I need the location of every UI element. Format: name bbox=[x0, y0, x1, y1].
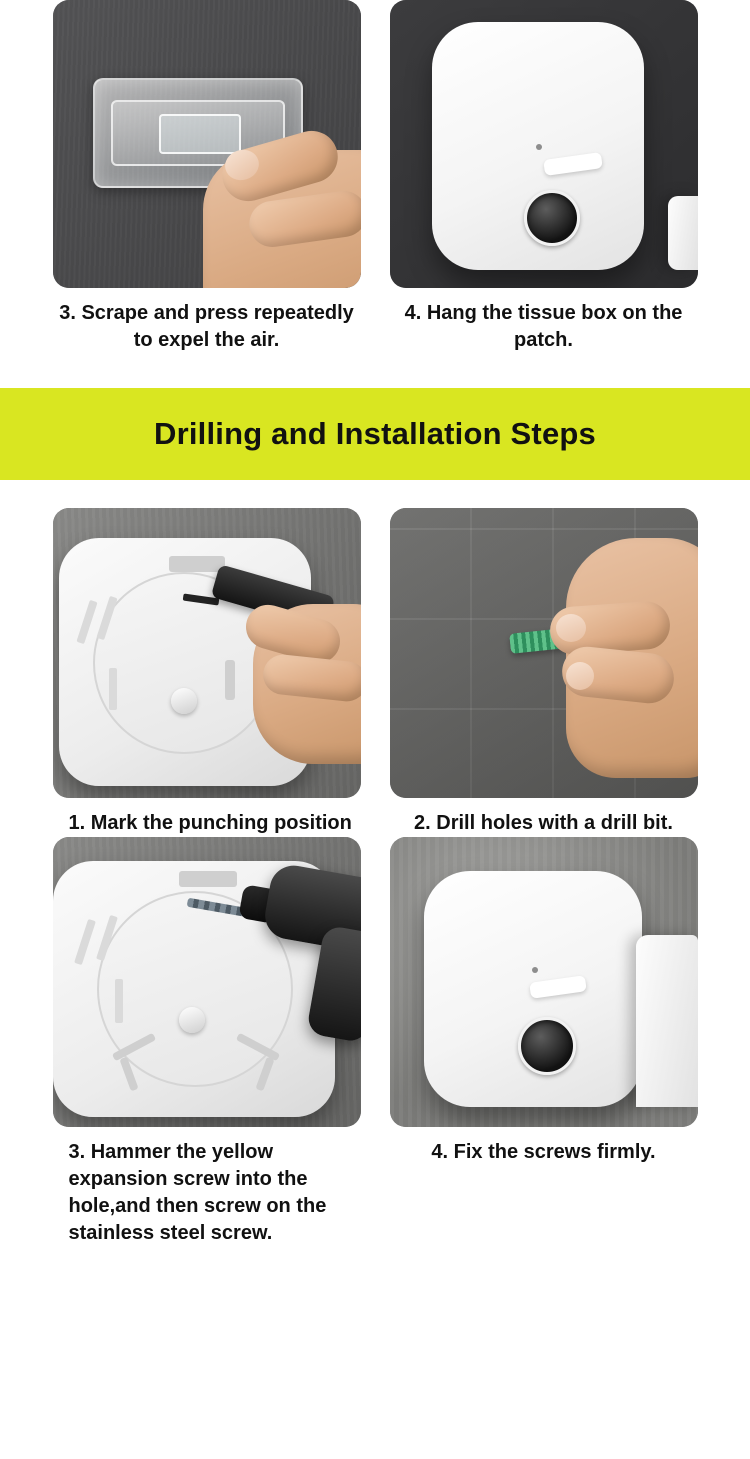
tissue-outlet-hole bbox=[524, 190, 580, 246]
back-plate-knob bbox=[171, 688, 197, 714]
photo-hammer-screw bbox=[53, 837, 361, 1127]
tissue-slot bbox=[529, 975, 587, 999]
section-banner bbox=[0, 388, 750, 480]
tissue-slot bbox=[543, 152, 603, 176]
photo-fix-screws bbox=[390, 837, 698, 1127]
tissue-box bbox=[424, 871, 642, 1107]
step-cell-scrape bbox=[38, 0, 375, 354]
back-plate-tab bbox=[179, 871, 237, 887]
drilling-steps-grid bbox=[0, 508, 750, 1247]
tissue-box-dot bbox=[532, 967, 538, 973]
step-caption: 4. Fix the screws firmly. bbox=[431, 1141, 656, 1163]
step-cell-hammer-screw bbox=[38, 837, 375, 1247]
thumbnail bbox=[566, 662, 594, 690]
patch-notch bbox=[159, 114, 241, 154]
photo-hang-tissue-box bbox=[390, 0, 698, 288]
step-caption: 3. Hammer the yellow expansion screw into the hole,and then screw on the stainless steel screw. bbox=[68, 1141, 327, 1244]
photo-mark-position bbox=[53, 508, 361, 798]
photo-drill-holes bbox=[390, 508, 698, 798]
back-plate-knob bbox=[179, 1007, 205, 1033]
side-container bbox=[668, 196, 698, 270]
back-plate-rib bbox=[115, 979, 123, 1023]
step-cell-drill-holes bbox=[375, 508, 712, 837]
step-caption: 1. Mark the punching position bbox=[68, 812, 352, 834]
back-plate-rib bbox=[74, 919, 96, 965]
back-plate-tab bbox=[225, 660, 235, 700]
step-cell-hang bbox=[375, 0, 712, 354]
tissue-box-dot bbox=[536, 144, 542, 150]
step-cell-fix-screws bbox=[375, 837, 712, 1247]
banner-title: Drilling and Installation Steps bbox=[154, 416, 596, 451]
tissue-box bbox=[432, 22, 644, 270]
back-plate-tab bbox=[169, 556, 225, 572]
tissue-outlet-hole bbox=[518, 1017, 576, 1075]
step-caption: 2. Drill holes with a drill bit. bbox=[414, 812, 673, 834]
side-container bbox=[636, 935, 698, 1107]
fingernail bbox=[556, 614, 586, 642]
step-cell-mark-position bbox=[38, 508, 375, 837]
photo-scrape-and-press bbox=[53, 0, 361, 288]
bottom-spacer bbox=[0, 1247, 750, 1319]
step-caption: 4. Hang the tissue box on the patch. bbox=[404, 302, 683, 351]
step-caption: 3. Scrape and press repeatedly to expel the air. bbox=[59, 302, 354, 351]
back-plate-rib bbox=[76, 600, 97, 644]
top-steps-grid bbox=[0, 0, 750, 354]
back-plate-rib bbox=[109, 668, 117, 710]
